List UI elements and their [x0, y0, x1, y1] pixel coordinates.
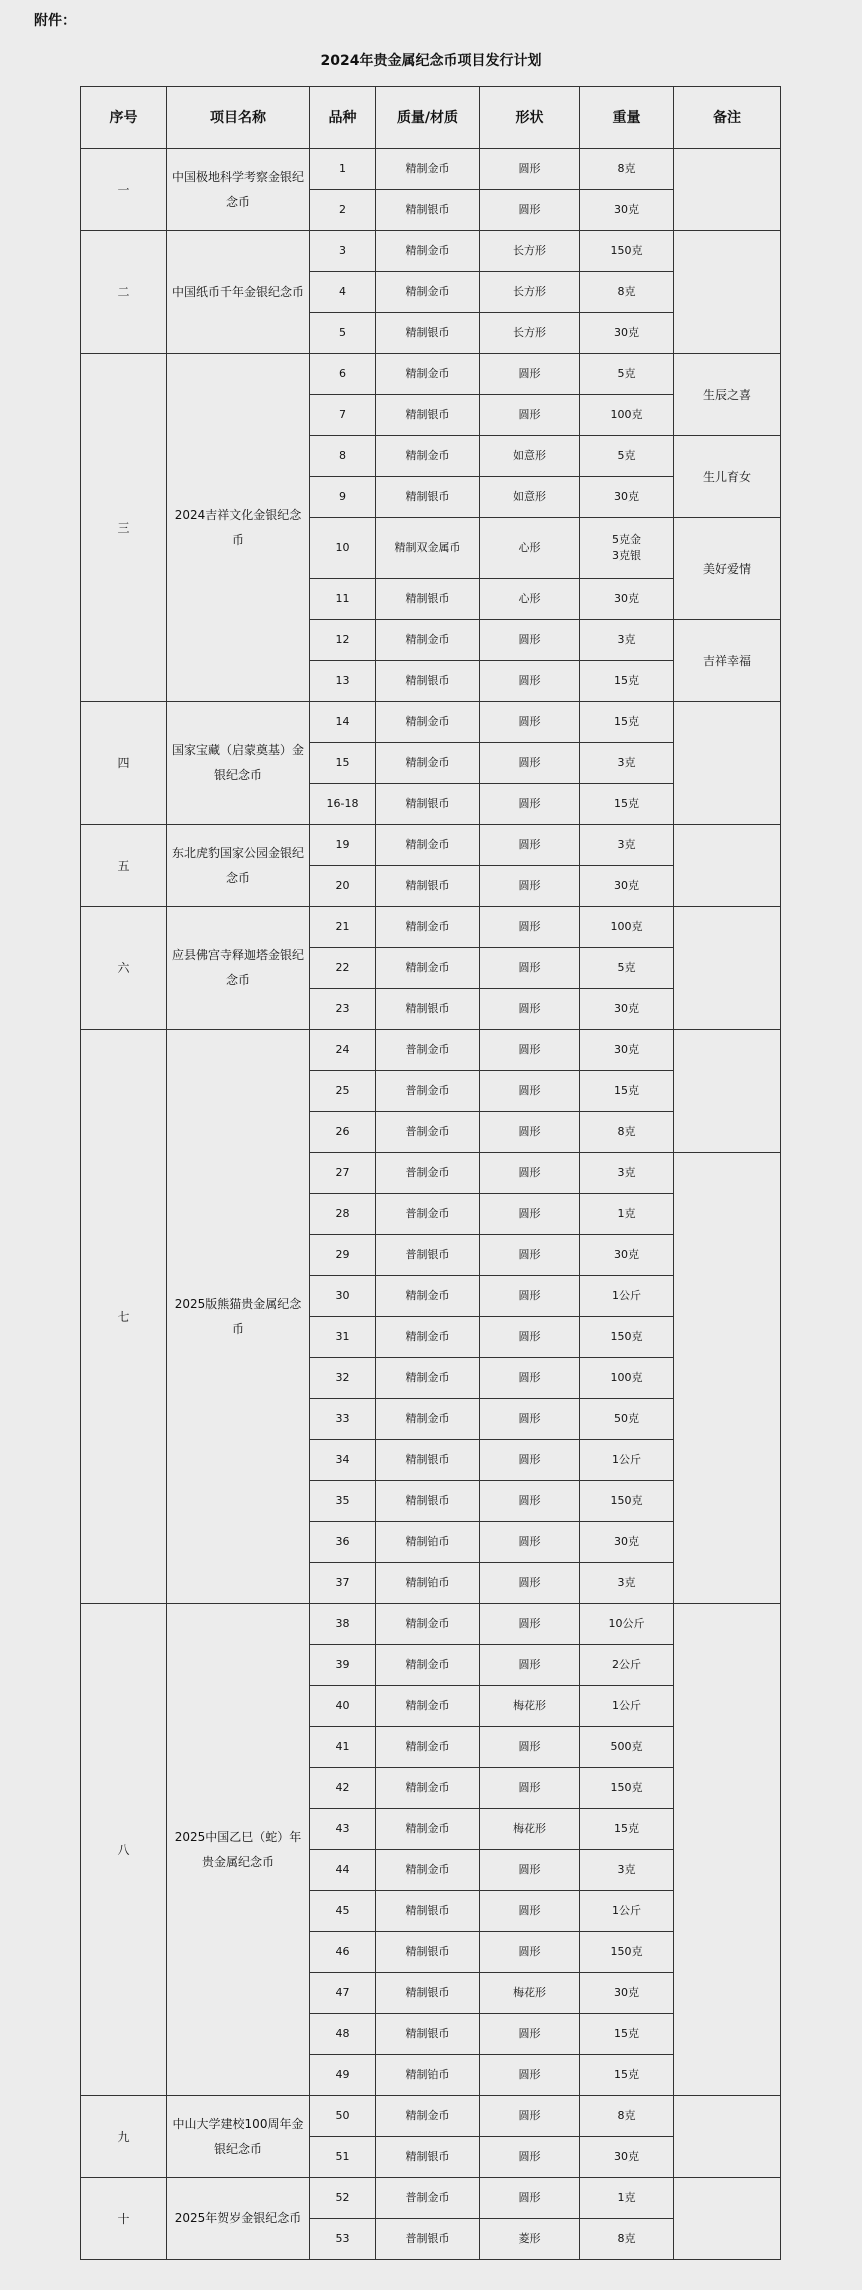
group-seq: 六 — [81, 907, 167, 1030]
cell-weight: 150克 — [580, 231, 674, 272]
cell-material: 精制金币 — [376, 1686, 480, 1727]
cell-weight: 5克 — [580, 436, 674, 477]
header-variety: 品种 — [310, 87, 376, 149]
cell-variety: 50 — [310, 2096, 376, 2137]
cell-variety: 2 — [310, 190, 376, 231]
cell-material: 精制银币 — [376, 784, 480, 825]
cell-shape: 圆形 — [480, 2178, 580, 2219]
table-row — [81, 1604, 781, 1645]
group-seq: 七 — [81, 1030, 167, 1604]
cell-weight: 150克 — [580, 1481, 674, 1522]
cell-material: 精制金币 — [376, 149, 480, 190]
cell-shape: 梅花形 — [480, 1809, 580, 1850]
cell-shape: 圆形 — [480, 1317, 580, 1358]
cell-variety: 8 — [310, 436, 376, 477]
cell-shape: 圆形 — [480, 948, 580, 989]
cell-shape: 圆形 — [480, 702, 580, 743]
cell-shape: 圆形 — [480, 825, 580, 866]
cell-remark — [674, 1030, 781, 1153]
cell-variety: 6 — [310, 354, 376, 395]
cell-variety: 49 — [310, 2055, 376, 2096]
cell-remark — [674, 2178, 781, 2260]
cell-shape: 圆形 — [480, 1645, 580, 1686]
cell-variety: 38 — [310, 1604, 376, 1645]
cell-remark — [674, 825, 781, 907]
cell-shape: 梅花形 — [480, 1686, 580, 1727]
cell-shape: 圆形 — [480, 395, 580, 436]
cell-weight: 100克 — [580, 395, 674, 436]
header-weight: 重量 — [580, 87, 674, 149]
cell-variety: 39 — [310, 1645, 376, 1686]
cell-remark: 生辰之喜 — [674, 354, 781, 436]
cell-shape: 如意形 — [480, 477, 580, 518]
cell-material: 普制金币 — [376, 1030, 480, 1071]
cell-shape: 圆形 — [480, 2055, 580, 2096]
cell-variety: 48 — [310, 2014, 376, 2055]
cell-variety: 41 — [310, 1727, 376, 1768]
cell-weight: 10公斤 — [580, 1604, 674, 1645]
cell-variety: 26 — [310, 1112, 376, 1153]
cell-weight: 3克 — [580, 743, 674, 784]
cell-weight: 8克 — [580, 272, 674, 313]
cell-shape: 圆形 — [480, 1481, 580, 1522]
cell-variety: 44 — [310, 1850, 376, 1891]
cell-material: 普制银币 — [376, 1235, 480, 1276]
cell-remark — [674, 907, 781, 1030]
cell-shape: 圆形 — [480, 866, 580, 907]
cell-shape: 圆形 — [480, 1358, 580, 1399]
cell-variety: 10 — [310, 518, 376, 579]
cell-material: 普制金币 — [376, 1112, 480, 1153]
cell-remark: 吉祥幸福 — [674, 620, 781, 702]
cell-material: 精制银币 — [376, 395, 480, 436]
cell-material: 普制金币 — [376, 1153, 480, 1194]
cell-variety: 30 — [310, 1276, 376, 1317]
cell-variety: 42 — [310, 1768, 376, 1809]
cell-material: 精制金币 — [376, 1317, 480, 1358]
cell-variety: 37 — [310, 1563, 376, 1604]
cell-variety: 13 — [310, 661, 376, 702]
group-seq: 九 — [81, 2096, 167, 2178]
cell-material: 精制银币 — [376, 477, 480, 518]
cell-material: 精制银币 — [376, 579, 480, 620]
table-body — [81, 149, 781, 2260]
cell-variety: 23 — [310, 989, 376, 1030]
group-project-name: 中山大学建校100周年金银纪念币 — [167, 2096, 310, 2178]
cell-shape: 圆形 — [480, 1850, 580, 1891]
cell-weight: 150克 — [580, 1768, 674, 1809]
cell-material: 精制金币 — [376, 231, 480, 272]
cell-material: 精制银币 — [376, 1891, 480, 1932]
cell-material: 精制铂币 — [376, 1563, 480, 1604]
cell-variety: 45 — [310, 1891, 376, 1932]
table-row — [81, 149, 781, 190]
cell-material: 精制金币 — [376, 1645, 480, 1686]
cell-variety: 40 — [310, 1686, 376, 1727]
page-title: 2024年贵金属纪念币项目发行计划 — [320, 53, 542, 69]
issuance-plan-table — [80, 86, 781, 2260]
cell-variety: 35 — [310, 1481, 376, 1522]
cell-shape: 圆形 — [480, 1727, 580, 1768]
cell-shape: 圆形 — [480, 2096, 580, 2137]
cell-shape: 圆形 — [480, 1071, 580, 1112]
header-remark: 备注 — [674, 87, 781, 149]
cell-weight: 8克 — [580, 149, 674, 190]
cell-shape: 圆形 — [480, 1932, 580, 1973]
cell-weight: 2公斤 — [580, 1645, 674, 1686]
cell-variety: 32 — [310, 1358, 376, 1399]
cell-shape: 圆形 — [480, 784, 580, 825]
cell-weight: 15克 — [580, 661, 674, 702]
cell-weight: 1公斤 — [580, 1686, 674, 1727]
cell-shape: 梅花形 — [480, 1973, 580, 2014]
group-project-name: 中国纸币千年金银纪念币 — [167, 231, 310, 354]
cell-shape: 圆形 — [480, 1112, 580, 1153]
cell-variety: 21 — [310, 907, 376, 948]
cell-material: 精制银币 — [376, 313, 480, 354]
cell-shape: 如意形 — [480, 436, 580, 477]
cell-material: 精制金币 — [376, 1727, 480, 1768]
cell-material: 精制银币 — [376, 2137, 480, 2178]
cell-weight: 5克 — [580, 948, 674, 989]
cell-shape: 菱形 — [480, 2219, 580, 2260]
cell-variety: 33 — [310, 1399, 376, 1440]
cell-material: 精制金币 — [376, 2096, 480, 2137]
cell-weight: 15克 — [580, 784, 674, 825]
cell-weight: 1克 — [580, 2178, 674, 2219]
cell-variety: 53 — [310, 2219, 376, 2260]
group-seq: 一 — [81, 149, 167, 231]
cell-shape: 心形 — [480, 518, 580, 579]
group-seq: 八 — [81, 1604, 167, 2096]
cell-weight: 15克 — [580, 702, 674, 743]
cell-material: 精制金币 — [376, 354, 480, 395]
cell-weight: 30克 — [580, 1973, 674, 2014]
cell-shape: 圆形 — [480, 907, 580, 948]
cell-variety: 24 — [310, 1030, 376, 1071]
cell-material: 普制银币 — [376, 2219, 480, 2260]
cell-shape: 圆形 — [480, 1563, 580, 1604]
group-seq: 十 — [81, 2178, 167, 2260]
cell-variety: 14 — [310, 702, 376, 743]
cell-weight: 3克 — [580, 825, 674, 866]
cell-variety: 47 — [310, 1973, 376, 2014]
cell-weight: 1克 — [580, 1194, 674, 1235]
cell-remark — [674, 2096, 781, 2178]
cell-material: 精制铂币 — [376, 2055, 480, 2096]
cell-material: 精制金币 — [376, 1604, 480, 1645]
cell-material: 精制金币 — [376, 620, 480, 661]
cell-shape: 圆形 — [480, 354, 580, 395]
cell-weight: 15克 — [580, 1071, 674, 1112]
cell-material: 精制银币 — [376, 1440, 480, 1481]
cell-weight: 30克 — [580, 313, 674, 354]
cell-variety: 7 — [310, 395, 376, 436]
cell-variety: 11 — [310, 579, 376, 620]
table-row — [81, 1030, 781, 1071]
cell-variety: 9 — [310, 477, 376, 518]
cell-variety: 16-18 — [310, 784, 376, 825]
group-project-name: 中国极地科学考察金银纪念币 — [167, 149, 310, 231]
cell-weight: 8克 — [580, 1112, 674, 1153]
table-row — [81, 825, 781, 866]
cell-shape: 圆形 — [480, 1030, 580, 1071]
cell-material: 精制双金属币 — [376, 518, 480, 579]
cell-shape: 圆形 — [480, 1399, 580, 1440]
group-project-name: 东北虎豹国家公园金银纪念币 — [167, 825, 310, 907]
cell-material: 精制金币 — [376, 1809, 480, 1850]
cell-shape: 圆形 — [480, 743, 580, 784]
cell-remark — [674, 149, 781, 231]
cell-variety: 1 — [310, 149, 376, 190]
cell-weight: 30克 — [580, 477, 674, 518]
cell-weight: 30克 — [580, 1522, 674, 1563]
cell-weight: 500克 — [580, 1727, 674, 1768]
cell-remark — [674, 1153, 781, 1604]
cell-remark — [674, 702, 781, 825]
cell-material: 精制银币 — [376, 2014, 480, 2055]
cell-variety: 52 — [310, 2178, 376, 2219]
cell-weight: 30克 — [580, 1235, 674, 1276]
table-row — [81, 907, 781, 948]
cell-shape: 圆形 — [480, 1276, 580, 1317]
cell-variety: 25 — [310, 1071, 376, 1112]
cell-variety: 31 — [310, 1317, 376, 1358]
group-project-name: 应县佛宫寺释迦塔金银纪念币 — [167, 907, 310, 1030]
cell-material: 精制银币 — [376, 661, 480, 702]
cell-material: 精制金币 — [376, 1276, 480, 1317]
cell-variety: 29 — [310, 1235, 376, 1276]
cell-material: 精制铂币 — [376, 1522, 480, 1563]
group-project-name: 2025中国乙巳（蛇）年贵金属纪念币 — [167, 1604, 310, 2096]
group-seq: 四 — [81, 702, 167, 825]
header-seq: 序号 — [81, 87, 167, 149]
cell-weight: 1公斤 — [580, 1440, 674, 1481]
cell-shape: 圆形 — [480, 1194, 580, 1235]
cell-shape: 圆形 — [480, 2014, 580, 2055]
cell-shape: 圆形 — [480, 1604, 580, 1645]
cell-shape: 圆形 — [480, 1522, 580, 1563]
cell-weight: 30克 — [580, 1030, 674, 1071]
group-project-name: 国家宝藏（启蒙奠基）金银纪念币 — [167, 702, 310, 825]
cell-variety: 27 — [310, 1153, 376, 1194]
cell-material: 精制银币 — [376, 1932, 480, 1973]
cell-shape: 圆形 — [480, 1235, 580, 1276]
group-seq: 三 — [81, 354, 167, 702]
table-row — [81, 2096, 781, 2137]
cell-weight: 50克 — [580, 1399, 674, 1440]
cell-shape: 圆形 — [480, 149, 580, 190]
cell-shape: 长方形 — [480, 231, 580, 272]
group-project-name: 2024吉祥文化金银纪念币 — [167, 354, 310, 702]
cell-shape: 圆形 — [480, 1153, 580, 1194]
cell-material: 精制金币 — [376, 436, 480, 477]
cell-shape: 长方形 — [480, 272, 580, 313]
cell-variety: 34 — [310, 1440, 376, 1481]
header-material: 质量/材质 — [376, 87, 480, 149]
cell-weight: 1公斤 — [580, 1891, 674, 1932]
cell-weight: 30克 — [580, 190, 674, 231]
cell-variety: 43 — [310, 1809, 376, 1850]
cell-material: 精制金币 — [376, 1768, 480, 1809]
cell-material: 精制金币 — [376, 743, 480, 784]
cell-weight: 15克 — [580, 2055, 674, 2096]
cell-variety: 36 — [310, 1522, 376, 1563]
cell-weight: 5克金 3克银 — [580, 518, 674, 579]
cell-shape: 圆形 — [480, 1891, 580, 1932]
cell-weight: 15克 — [580, 2014, 674, 2055]
cell-shape: 圆形 — [480, 989, 580, 1030]
group-seq: 二 — [81, 231, 167, 354]
cell-material: 精制银币 — [376, 190, 480, 231]
cell-material: 精制金币 — [376, 825, 480, 866]
cell-weight: 150克 — [580, 1317, 674, 1358]
cell-material: 精制银币 — [376, 1973, 480, 2014]
cell-weight: 150克 — [580, 1932, 674, 1973]
cell-material: 精制银币 — [376, 1481, 480, 1522]
cell-material: 精制金币 — [376, 1850, 480, 1891]
cell-material: 精制金币 — [376, 272, 480, 313]
cell-variety: 15 — [310, 743, 376, 784]
cell-shape: 圆形 — [480, 1440, 580, 1481]
cell-weight: 30克 — [580, 579, 674, 620]
cell-weight: 100克 — [580, 1358, 674, 1399]
cell-remark — [674, 231, 781, 354]
cell-weight: 3克 — [580, 620, 674, 661]
cell-variety: 22 — [310, 948, 376, 989]
group-seq: 五 — [81, 825, 167, 907]
cell-weight: 8克 — [580, 2219, 674, 2260]
cell-material: 精制银币 — [376, 989, 480, 1030]
cell-variety: 4 — [310, 272, 376, 313]
cell-remark: 美好爱情 — [674, 518, 781, 620]
cell-material: 精制金币 — [376, 907, 480, 948]
cell-material: 普制金币 — [376, 1194, 480, 1235]
cell-variety: 12 — [310, 620, 376, 661]
cell-weight: 1公斤 — [580, 1276, 674, 1317]
cell-remark: 生儿育女 — [674, 436, 781, 518]
cell-material: 精制金币 — [376, 1399, 480, 1440]
cell-weight: 8克 — [580, 2096, 674, 2137]
cell-shape: 长方形 — [480, 313, 580, 354]
cell-shape: 圆形 — [480, 620, 580, 661]
cell-shape: 圆形 — [480, 1768, 580, 1809]
cell-weight: 100克 — [580, 907, 674, 948]
cell-variety: 5 — [310, 313, 376, 354]
cell-material: 普制金币 — [376, 1071, 480, 1112]
cell-variety: 19 — [310, 825, 376, 866]
group-project-name: 2025版熊猫贵金属纪念币 — [167, 1030, 310, 1604]
table-row — [81, 702, 781, 743]
cell-variety: 46 — [310, 1932, 376, 1973]
cell-shape: 圆形 — [480, 2137, 580, 2178]
cell-variety: 51 — [310, 2137, 376, 2178]
cell-weight: 3克 — [580, 1850, 674, 1891]
table-row — [81, 2178, 781, 2219]
cell-material: 精制金币 — [376, 702, 480, 743]
cell-weight: 15克 — [580, 1809, 674, 1850]
cell-shape: 心形 — [480, 579, 580, 620]
cell-weight: 30克 — [580, 989, 674, 1030]
table-row — [81, 231, 781, 272]
cell-weight: 30克 — [580, 2137, 674, 2178]
cell-material: 精制银币 — [376, 866, 480, 907]
cell-variety: 20 — [310, 866, 376, 907]
cell-weight: 30克 — [580, 866, 674, 907]
cell-weight: 3克 — [580, 1563, 674, 1604]
header-shape: 形状 — [480, 87, 580, 149]
group-project-name: 2025年贺岁金银纪念币 — [167, 2178, 310, 2260]
table-row — [81, 354, 781, 395]
cell-weight: 3克 — [580, 1153, 674, 1194]
cell-variety: 3 — [310, 231, 376, 272]
cell-material: 普制金币 — [376, 2178, 480, 2219]
cell-material: 精制金币 — [376, 1358, 480, 1399]
attachment-label: 附件： — [34, 13, 76, 29]
header-project: 项目名称 — [167, 87, 310, 149]
table-header-row — [81, 87, 781, 149]
cell-material: 精制金币 — [376, 948, 480, 989]
cell-weight: 5克 — [580, 354, 674, 395]
cell-shape: 圆形 — [480, 190, 580, 231]
cell-shape: 圆形 — [480, 661, 580, 702]
cell-remark — [674, 1604, 781, 2096]
cell-variety: 28 — [310, 1194, 376, 1235]
